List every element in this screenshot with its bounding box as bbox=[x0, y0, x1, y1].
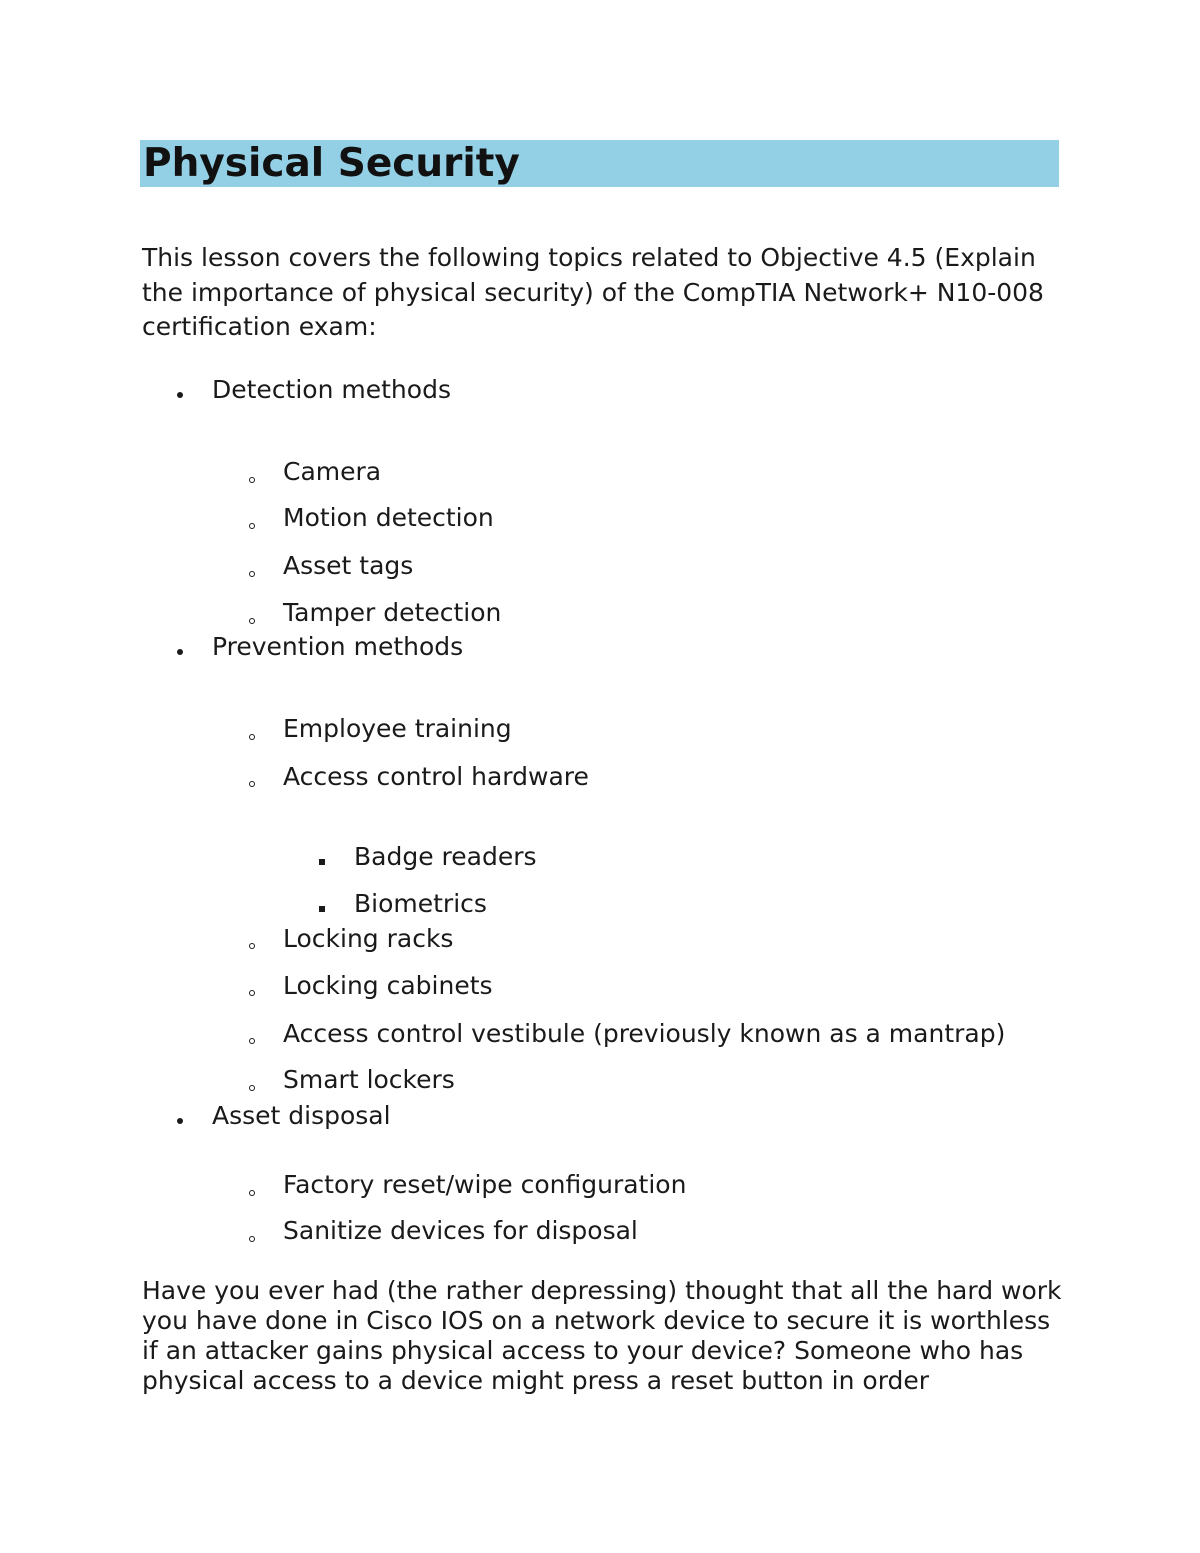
bullet-circle bbox=[249, 618, 255, 624]
bullet-circle bbox=[249, 734, 255, 740]
bullet-square bbox=[319, 906, 325, 912]
list-item-badge-readers: Badge readers bbox=[354, 842, 537, 871]
bullet-circle bbox=[249, 943, 255, 949]
list-item-camera: Camera bbox=[283, 457, 382, 486]
list-item-biometrics: Biometrics bbox=[354, 889, 487, 918]
bullet-circle bbox=[249, 1085, 255, 1091]
bullet-dot bbox=[177, 1118, 183, 1124]
list-item-motion-detection: Motion detection bbox=[283, 503, 494, 532]
list-item-locking-cabinets: Locking cabinets bbox=[283, 971, 493, 1000]
bullet-circle bbox=[249, 990, 255, 996]
bullet-circle bbox=[249, 477, 255, 483]
list-item-factory-reset: Factory reset/wipe configuration bbox=[283, 1170, 687, 1199]
page-title: Physical Security bbox=[143, 141, 520, 186]
list-item-tamper-detection: Tamper detection bbox=[283, 598, 502, 627]
topic-prevention-methods: Prevention methods bbox=[212, 632, 464, 661]
intro-paragraph: This lesson covers the following topics related to Objective 4.5 (Explain the importance of physical security) of the CompTIA Network+ N10-008 certification exam: bbox=[142, 243, 1044, 341]
bullet-circle bbox=[249, 523, 255, 529]
bullet-circle bbox=[249, 1038, 255, 1044]
bullet-square bbox=[319, 859, 325, 865]
body-paragraph: Have you ever had (the rather depressing) thought that all the hard work you have done in Cisco IOS on a network device to secure it is worthless if an attacker gains physical access to your device? Someone who has physical access to a device might press a reset button in order bbox=[142, 1276, 1062, 1395]
bullet-circle bbox=[249, 781, 255, 787]
list-item-employee-training: Employee training bbox=[283, 714, 512, 743]
list-item-sanitize-devices: Sanitize devices for disposal bbox=[283, 1216, 638, 1245]
list-item-locking-racks: Locking racks bbox=[283, 924, 454, 953]
list-item-access-control-vestibule: Access control vestibule (previously known as a mantrap) bbox=[283, 1019, 1006, 1048]
bullet-circle bbox=[249, 1190, 255, 1196]
bullet-circle bbox=[249, 571, 255, 577]
bullet-circle bbox=[249, 1236, 255, 1242]
topic-detection-methods: Detection methods bbox=[212, 375, 451, 404]
bullet-dot bbox=[177, 649, 183, 655]
bullet-dot bbox=[177, 392, 183, 398]
topic-asset-disposal: Asset disposal bbox=[212, 1101, 391, 1130]
list-item-access-control-hardware: Access control hardware bbox=[283, 762, 589, 791]
list-item-asset-tags: Asset tags bbox=[283, 551, 414, 580]
list-item-smart-lockers: Smart lockers bbox=[283, 1065, 455, 1094]
